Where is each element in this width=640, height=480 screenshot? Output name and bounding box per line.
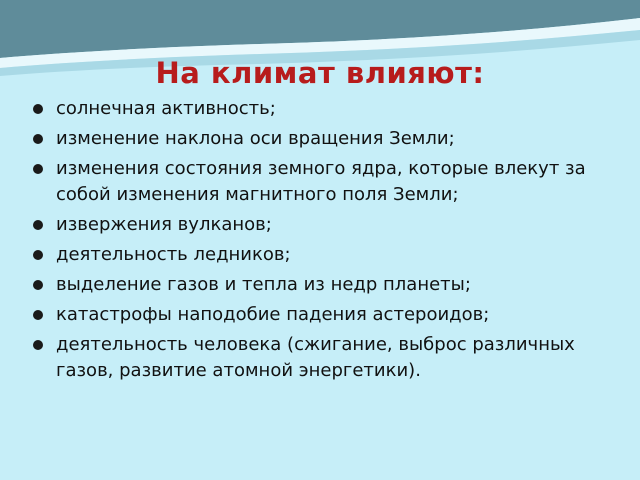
bullet-text: изменения состояния земного ядра, которые влекут за собой изменения магнитного поля Земли;: [56, 158, 586, 205]
bullet-text: катастрофы наподобие падения астероидов;: [56, 304, 490, 325]
bullet-list: [0, 96, 636, 388]
bullet-text: извержения вулканов;: [56, 214, 272, 235]
list-item: [0, 332, 636, 384]
bullet-icon: [33, 310, 43, 320]
bullet-text: изменение наклона оси вращения Земли;: [56, 128, 455, 149]
bullet-text: деятельность ледников;: [56, 244, 291, 265]
bullet-icon: [33, 164, 43, 174]
list-item: [0, 126, 636, 152]
bullet-icon: [33, 220, 43, 230]
list-item: [0, 156, 636, 208]
bullet-text: солнечная активность;: [56, 98, 276, 119]
list-item: [0, 96, 636, 122]
bullet-text: деятельность человека (сжигание, выброс различных газов, развитие атомной энергетики).: [56, 334, 575, 381]
slide-title: На климат влияют:: [155, 56, 485, 90]
list-item: [0, 212, 636, 238]
list-item: [0, 272, 636, 298]
bullet-icon: [33, 340, 43, 350]
list-item: [0, 302, 636, 328]
bullet-icon: [33, 250, 43, 260]
bullet-icon: [33, 280, 43, 290]
bullet-text: выделение газов и тепла из недр планеты;: [56, 274, 471, 295]
list-item: [0, 242, 636, 268]
bullet-icon: [33, 134, 43, 144]
bullet-icon: [33, 104, 43, 114]
